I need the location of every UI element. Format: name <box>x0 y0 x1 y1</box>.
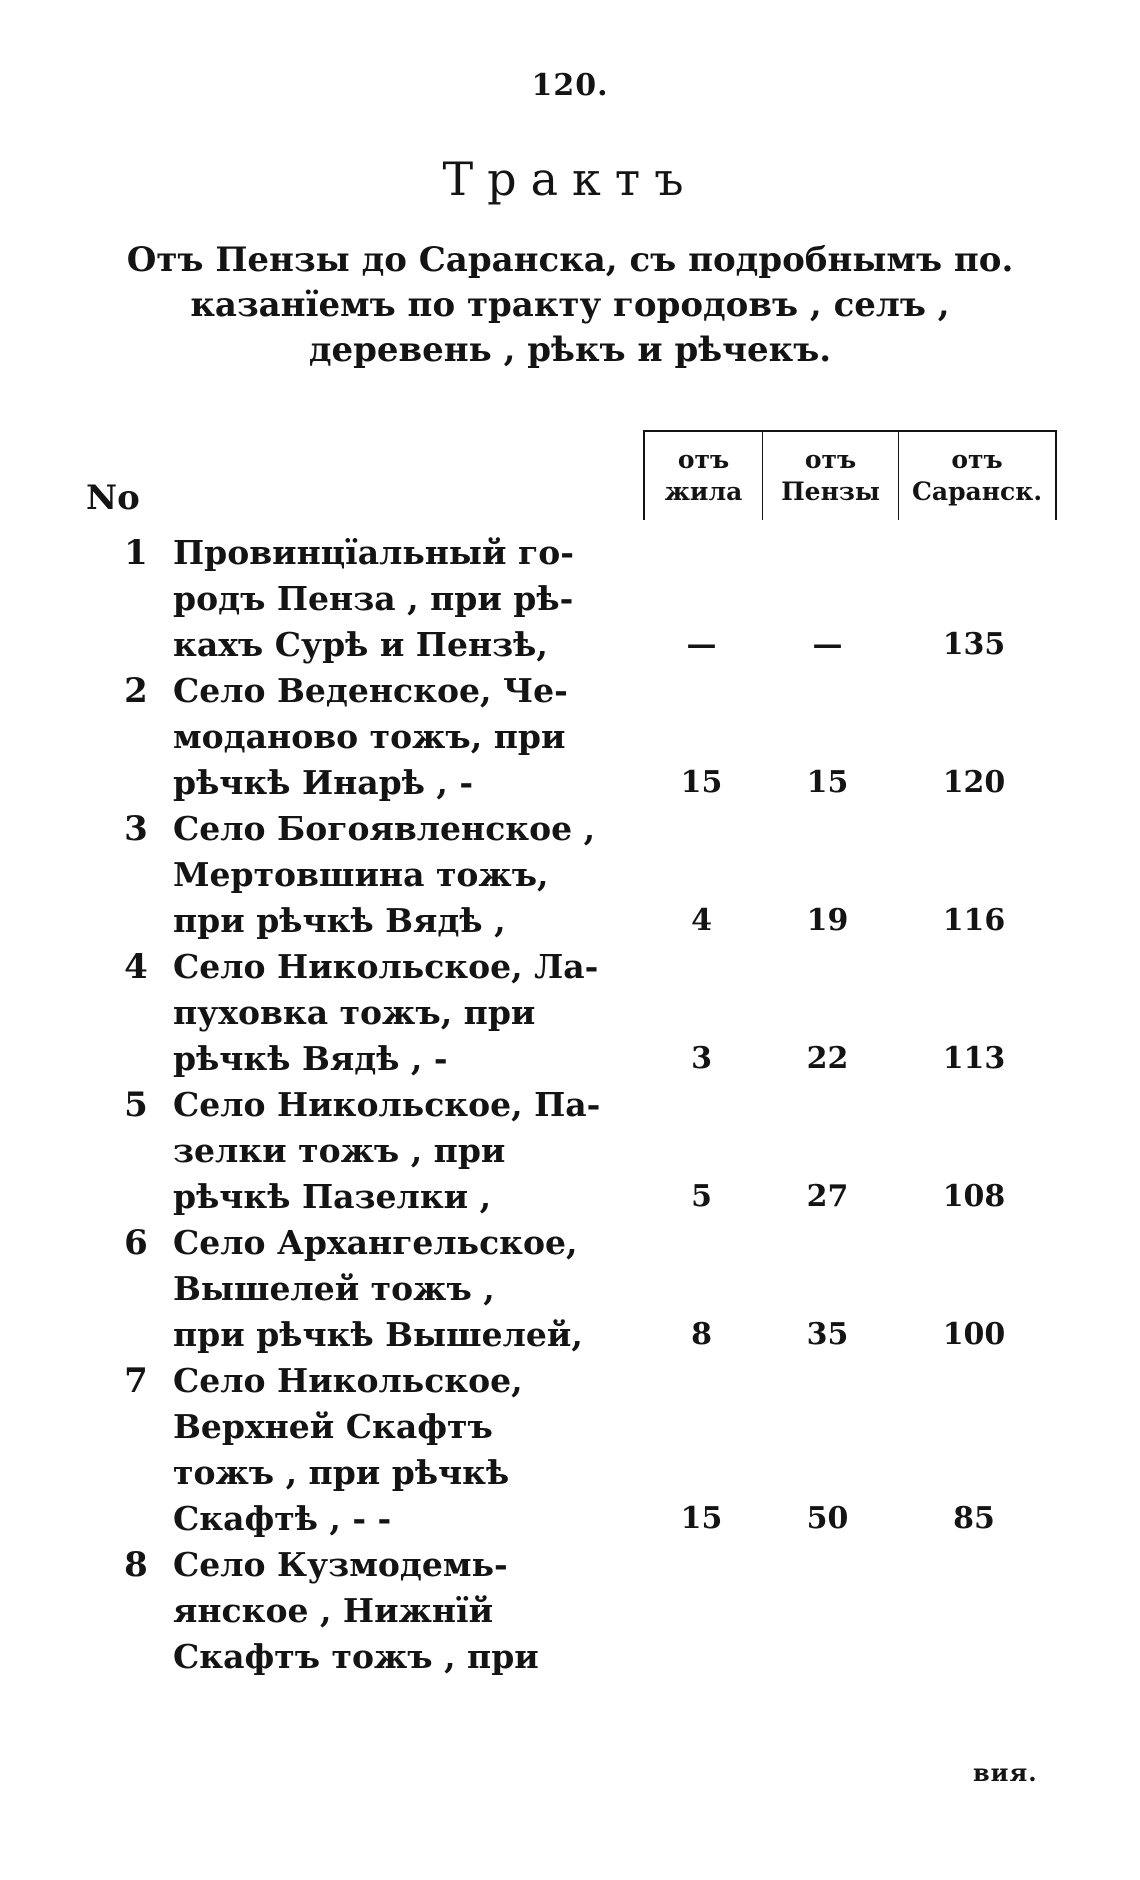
entry-text <box>173 530 613 668</box>
column-header-line: отъ <box>677 445 730 474</box>
route-table <box>0 530 1140 1680</box>
entry-values <box>643 1312 1053 1358</box>
distance-value: 15 <box>806 765 849 800</box>
entry-text <box>173 806 613 944</box>
column-header <box>762 432 898 520</box>
column-header-line: жила <box>664 477 743 506</box>
entry-line: рѣчкѣ Вядѣ , - <box>173 1039 448 1078</box>
distance-value: 108 <box>942 1179 1006 1214</box>
column-header <box>898 432 1055 520</box>
distance-value: 27 <box>806 1179 849 1214</box>
entry-line: Село Архангельское, <box>173 1223 578 1262</box>
subtitle-line: Отъ Пензы до Саранска, съ подробнымъ по. <box>126 240 1014 280</box>
column-header-line: Саранск. <box>911 477 1043 506</box>
entry-line: рѣчкѣ Пазелки , <box>173 1177 492 1216</box>
column-headers <box>643 430 1057 520</box>
entry-line: Село Никольское, <box>173 1361 523 1400</box>
entry-line: при рѣчкѣ Вышелей, <box>173 1315 583 1354</box>
distance-value: 120 <box>942 765 1006 800</box>
distance-value: — <box>686 627 717 662</box>
entry-values <box>643 1496 1053 1542</box>
entry-number: 2 <box>124 671 148 711</box>
catchword: вия. <box>973 1758 1038 1787</box>
entry-line: Мертовшина тожъ, <box>173 855 549 894</box>
entry-text <box>173 944 613 1082</box>
entry-number: 1 <box>124 533 148 573</box>
entry-line: родъ Пенза , при рѣ- <box>173 579 574 618</box>
entry-line: Село Веденское, Че- <box>173 671 568 710</box>
entry-text <box>173 1220 613 1358</box>
entry-number: 7 <box>124 1361 148 1401</box>
entry-line: пуховка тожъ, при <box>173 993 536 1032</box>
column-header-line: отъ <box>951 445 1003 474</box>
distance-value: 3 <box>691 1041 712 1076</box>
entry-line: Село Никольское, Ла- <box>173 947 599 986</box>
table-row <box>0 1082 1140 1220</box>
distance-value: 15 <box>680 1501 723 1536</box>
distance-value: 19 <box>806 903 849 938</box>
distance-value: 85 <box>953 1501 995 1536</box>
entry-number: 8 <box>124 1545 148 1585</box>
column-header-line: отъ <box>804 445 857 474</box>
distance-value: 35 <box>806 1317 849 1352</box>
entry-values <box>643 760 1053 806</box>
table-row <box>0 1358 1140 1542</box>
distance-value: 8 <box>691 1317 712 1352</box>
page-title: Трактъ <box>442 152 698 206</box>
subtitle-line: деревень , рѣкъ и рѣчекъ. <box>308 330 832 370</box>
distance-value: 113 <box>942 1041 1006 1076</box>
entry-values <box>643 1174 1053 1220</box>
distance-value: — <box>812 627 843 662</box>
entry-line: Скафтѣ , - - <box>173 1499 392 1538</box>
entry-text <box>173 668 613 806</box>
entry-line: рѣчкѣ Инарѣ , - <box>173 763 474 802</box>
distance-value: 100 <box>942 1317 1006 1352</box>
entry-line: янское , Нижнїй <box>173 1591 494 1630</box>
entry-line: тожъ , при рѣчкѣ <box>173 1453 510 1492</box>
table-row <box>0 530 1140 668</box>
entry-line: Вышелей тожъ , <box>173 1269 495 1308</box>
distance-value: 15 <box>680 765 723 800</box>
entry-values <box>643 898 1053 944</box>
subtitle <box>60 238 1080 373</box>
table-row <box>0 944 1140 1082</box>
entry-line: при рѣчкѣ Вядѣ , <box>173 901 506 940</box>
table-row <box>0 806 1140 944</box>
distance-value: 116 <box>942 903 1006 938</box>
entry-text <box>173 1542 613 1680</box>
entry-values <box>643 1036 1053 1082</box>
entry-line: Верхней Скафтъ <box>173 1407 493 1446</box>
number-column-label: No <box>86 478 140 518</box>
page-number: 120. <box>531 68 609 103</box>
column-header-line: Пензы <box>781 477 880 506</box>
entry-number: 6 <box>124 1223 148 1263</box>
table-row <box>0 668 1140 806</box>
entry-line: Провинцїальный го- <box>173 533 574 572</box>
entry-line: Село Богоявленское , <box>173 809 596 848</box>
entry-number: 3 <box>124 809 148 849</box>
entry-number: 4 <box>124 947 148 987</box>
distance-value: 135 <box>942 627 1006 662</box>
distance-value: 50 <box>806 1501 849 1536</box>
entry-text <box>173 1082 613 1220</box>
entry-text <box>173 1358 613 1542</box>
distance-value: 4 <box>691 903 712 938</box>
distance-value: 22 <box>806 1041 849 1076</box>
entry-line: Скафтъ тожъ , при <box>173 1637 539 1676</box>
entry-values <box>643 622 1053 668</box>
table-row <box>0 1220 1140 1358</box>
entry-number: 5 <box>124 1085 148 1125</box>
column-header <box>645 432 762 520</box>
entry-line: кахъ Сурѣ и Пензѣ, <box>173 625 548 664</box>
subtitle-line: казанїемъ по тракту городовъ , селъ , <box>190 285 950 325</box>
entry-line: Село Кузмодемь- <box>173 1545 508 1584</box>
entry-line: моданово тожъ, при <box>173 717 566 756</box>
table-row <box>0 1542 1140 1680</box>
entry-line: зелки тожъ , при <box>173 1131 506 1170</box>
entry-line: Село Никольское, Па- <box>173 1085 601 1124</box>
distance-value: 5 <box>691 1179 712 1214</box>
